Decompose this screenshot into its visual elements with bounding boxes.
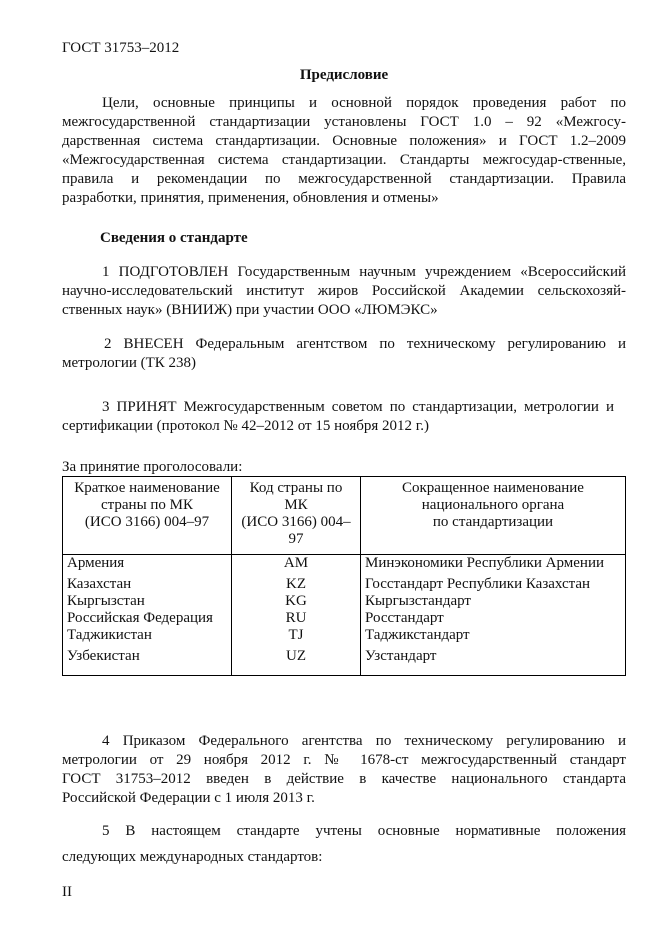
- header-text: Код страны по: [249, 480, 343, 496]
- cell-body: Таджикстандарт: [361, 627, 626, 644]
- cell-code: UZ: [232, 644, 361, 676]
- foreword-line: правила и рекомендации по межгосударственной стандартизации. Правила: [62, 171, 626, 187]
- cell-code: RU: [232, 610, 361, 627]
- table-row: [63, 555, 626, 573]
- cell-country: Армения: [63, 555, 232, 573]
- item4-line: Российской Федерации с 1 июля 2013 г.: [62, 790, 315, 806]
- item2-line: 2 ВНЕСЕН Федеральным агентством по техническому регулированию и: [104, 336, 626, 352]
- header-text: страны по МК: [100, 497, 194, 513]
- header-text: (ИСО 3166) 004–97: [84, 514, 210, 530]
- header-text: Сокращенное наименование: [402, 480, 584, 496]
- doc-code: ГОСТ 31753–2012: [62, 40, 180, 56]
- foreword-line: межгосударственной стандартизации установлены ГОСТ 1.0 – 92 «Межгосу-: [62, 114, 626, 130]
- item2-line: метрологии (ТК 238): [62, 355, 197, 371]
- cell-country: Российская Федерация: [63, 610, 232, 627]
- item1-line: 1 ПОДГОТОВЛЕН Государственным научным учреждением «Всероссийский: [102, 264, 626, 280]
- header-text: по стандартизации: [432, 514, 554, 530]
- item1-line: ственных наук» (ВНИИЖ) при участии ООО «ЛЮМЭКС»: [62, 302, 438, 318]
- cell-country: Таджикистан: [63, 627, 232, 644]
- item4-line: метрологии от 29 ноября 2012 г. № 1678-ст межгосударственный стандарт: [62, 752, 626, 768]
- table-row: [63, 572, 626, 593]
- header-text: МК: [284, 497, 308, 513]
- item5-line: следующих международных стандартов:: [62, 849, 323, 865]
- header-text: национального органа: [421, 497, 565, 513]
- cell-code: KG: [232, 593, 361, 610]
- page-number: II: [62, 884, 72, 900]
- table-row: [63, 610, 626, 627]
- cell-code: TJ: [232, 627, 361, 644]
- cell-country: Кыргызстан: [63, 593, 232, 610]
- cell-body: Кыргызстандарт: [361, 593, 626, 610]
- foreword-title: Предисловие: [299, 67, 389, 83]
- header-text: Краткое наименование: [74, 480, 220, 496]
- cell-body: Росстандарт: [361, 610, 626, 627]
- cell-country: Казахстан: [63, 572, 232, 593]
- item4-line: ГОСТ 31753–2012 введен в действие в качестве национального стандарта: [62, 771, 626, 787]
- foreword-line: «Межгосударственная система стандартизации. Стандарты межгосудар-ственные,: [62, 152, 626, 168]
- foreword-line: дарственная система стандартизации. Основные положения» и ГОСТ 1.2–2009: [62, 133, 626, 149]
- info-title: Сведения о стандарте: [100, 230, 248, 246]
- table-row: [63, 593, 626, 610]
- item5-line: 5 В настоящем стандарте учтены основные нормативные положения: [102, 823, 626, 839]
- item4-line: 4 Приказом Федерального агентства по техническому регулированию и: [102, 733, 626, 749]
- item3-line: 3 ПРИНЯТ Межгосударственным советом по стандартизации, метрологии и: [102, 399, 614, 415]
- table-row: [63, 644, 626, 676]
- cell-code: AM: [232, 555, 361, 573]
- foreword-line: разработки, принятия, применения, обновления и отмены»: [62, 190, 439, 206]
- cell-body: Госстандарт Республики Казахстан: [361, 572, 626, 593]
- table-header-row: [63, 477, 626, 555]
- table-row: [63, 627, 626, 644]
- header-country: [63, 477, 232, 555]
- item1-line: научно-исследовательский институт жиров Российской Академии сельскохозяй-: [62, 283, 626, 299]
- header-body: [361, 477, 626, 555]
- votes-table: [62, 476, 626, 676]
- header-text: (ИСО 3166) 004–: [241, 514, 351, 530]
- header-code: [232, 477, 361, 555]
- cell-body: Минэкономики Республики Армении: [361, 555, 626, 573]
- item3-line: сертификации (протокол № 42–2012 от 15 ноября 2012 г.): [62, 418, 429, 434]
- cell-code: KZ: [232, 572, 361, 593]
- cell-body: Узстандарт: [361, 644, 626, 676]
- votes-caption: За принятие проголосовали:: [62, 459, 243, 475]
- cell-country: Узбекистан: [63, 644, 232, 676]
- foreword-line: Цели, основные принципы и основной порядок проведения работ по: [102, 95, 626, 111]
- header-text: 97: [288, 531, 304, 547]
